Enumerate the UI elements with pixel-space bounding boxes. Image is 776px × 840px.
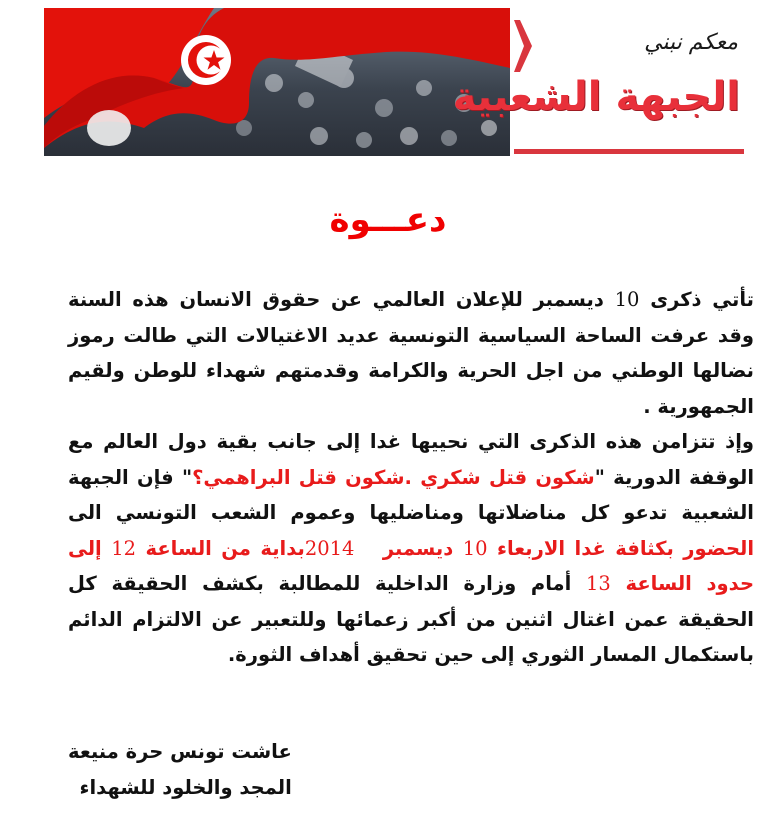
paragraph-2 bbox=[68, 424, 754, 673]
logo-name: الجبهة الشعبية bbox=[452, 74, 740, 120]
quote-mark: " bbox=[594, 465, 605, 489]
closing-lines bbox=[68, 734, 292, 806]
text-segment: فإن الجبهة الشعبية تدعو كل مناضلاتها ومناضليها وعموم الشعب التونسي الى bbox=[68, 465, 754, 524]
text-segment: أمام وزارة الداخلية للمطالبة بكشف الحقيقة كل الحقيقة عمن اغتال اثنين من أكبر زعمائها وللتعبير عن الالتزام الدائم باستكمال المسار الثوري إلى حين تحقيق أهداف الثورة. bbox=[68, 572, 754, 666]
tunisia-flag-icon bbox=[44, 8, 510, 156]
logo-underline bbox=[514, 149, 744, 154]
text-segment: تأتي ذكرى bbox=[639, 288, 754, 311]
event-time-end-label: إلى حدود الساعة bbox=[68, 536, 754, 595]
header-banner bbox=[44, 8, 748, 156]
invitation-body bbox=[68, 282, 754, 673]
event-year: 2014 bbox=[304, 536, 355, 560]
quote-mark: " bbox=[181, 465, 193, 489]
event-details: الحضور بكثافة غدا الاربعاء bbox=[487, 536, 754, 560]
invitation-title: دعـــوة bbox=[329, 200, 447, 240]
text-segment: وإذ تتزامن هذه الذكرى التي نحييها غدا إلى جانب بقية دول العالم مع الوقفة الدورية bbox=[68, 430, 755, 489]
paragraph-1 bbox=[68, 282, 754, 424]
closing-line-1: عاشت تونس حرة منيعة bbox=[68, 740, 292, 763]
event-day: 10 bbox=[462, 536, 488, 560]
event-month: ديسمبر bbox=[354, 536, 463, 560]
logo-slogan: معكم نبني bbox=[644, 30, 738, 55]
event-start-hour: 12 bbox=[111, 536, 137, 560]
event-end-hour: 13 bbox=[586, 572, 611, 595]
chevron-left-icon bbox=[514, 20, 532, 72]
logo-panel bbox=[452, 8, 748, 156]
text-segment: ديسمبر للإعلان العالمي عن حقوق الانسان هذه السنة وقد عرفت الساحة السياسية التونسية عديد الاغتيالات التي طالت رموز نضالها الوطني من اجل الحرية والكرامة وقدمتهم شهداء للوطن ولقيم الجمهورية . bbox=[68, 288, 754, 418]
campaign-slogan: شكون قتل شكري .شكون قتل البراهمي؟ bbox=[192, 465, 595, 489]
event-time-start-label: بداية من الساعة bbox=[136, 536, 305, 560]
day-number: 10 bbox=[614, 288, 640, 311]
banner-photo bbox=[44, 8, 510, 156]
closing-line-2: المجد والخلود للشهداء bbox=[79, 776, 292, 799]
